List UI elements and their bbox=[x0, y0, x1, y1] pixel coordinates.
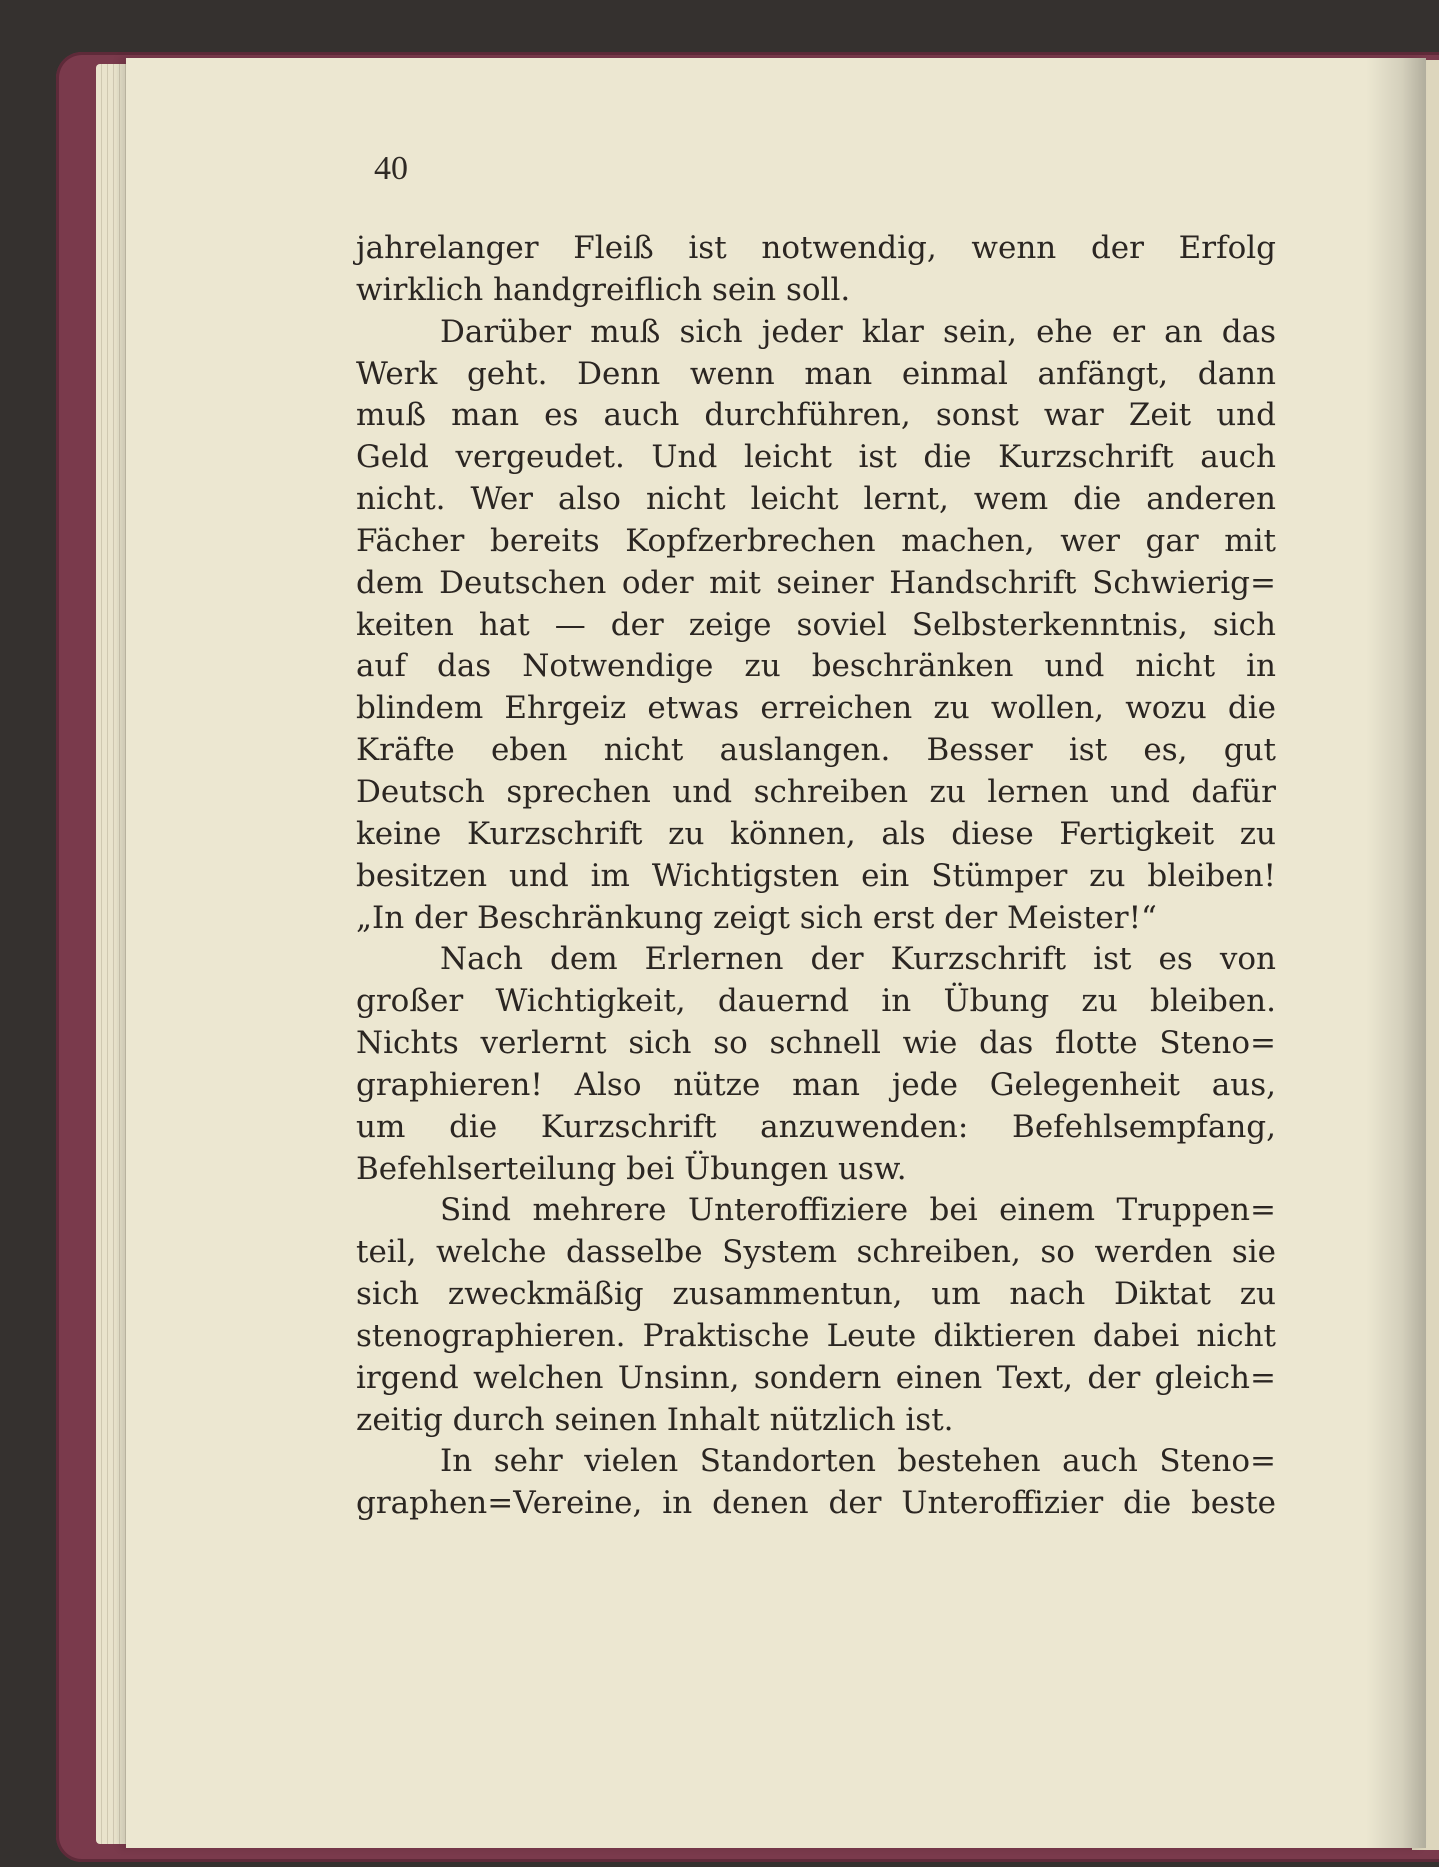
text-line: keine Kurzschrift zu können, als diese Fertigkeit zu bbox=[356, 815, 1276, 852]
text-line: zeitig durch seinen Inhalt nützlich ist. bbox=[356, 1401, 954, 1438]
text-line: blindem Ehrgeiz etwas erreichen zu wollen, wozu die bbox=[356, 690, 1276, 727]
text-line: Fächer bereits Kopfzerbrechen machen, wer gar mit bbox=[356, 522, 1276, 559]
text-line: muß man es auch durchführen, sonst war Zeit und bbox=[356, 397, 1276, 434]
text-line: graphen=Vereine, in denen der Unteroffizier die beste bbox=[356, 1485, 1276, 1522]
text-line: In sehr vielen Standorten bestehen auch Steno= bbox=[440, 1443, 1276, 1480]
gutter-shadow bbox=[1366, 58, 1426, 1848]
text-line: Deutsch sprechen und schreiben zu lernen und dafür bbox=[356, 773, 1276, 810]
text-line: Sind mehrere Unteroffiziere bei einem Truppen= bbox=[440, 1192, 1276, 1229]
text-line: wirklich handgreiflich sein soll. bbox=[356, 271, 851, 308]
text-line: jahrelanger Fleiß ist notwendig, wenn der Erfolg bbox=[356, 230, 1276, 266]
text-line: teil, welche dasselbe System schreiben, so werden sie bbox=[356, 1234, 1276, 1271]
text-line: um die Kurzschrift anzuwenden: Befehlsempfang, bbox=[356, 1108, 1276, 1145]
text-line: irgend welchen Unsinn, sondern einen Text, der gleich= bbox=[356, 1359, 1276, 1396]
text-line: Befehlserteilung bei Übungen usw. bbox=[356, 1150, 907, 1187]
text-line: „In der Beschränkung zeigt sich erst der Meister!“ bbox=[356, 899, 1157, 936]
text-line: Darüber muß sich jeder klar sein, ehe er an das bbox=[440, 313, 1276, 350]
page-number: 40 bbox=[374, 150, 408, 187]
text-line: graphieren! Also nütze man jede Gelegenheit aus, bbox=[356, 1066, 1276, 1103]
body-text bbox=[356, 228, 1276, 1525]
text-line: besitzen und im Wichtigsten ein Stümper zu bleiben! bbox=[356, 857, 1276, 894]
text-line: Geld vergeudet. Und leicht ist die Kurzschrift auch bbox=[356, 439, 1276, 476]
text-line: dem Deutschen oder mit seiner Handschrift Schwierig= bbox=[356, 564, 1276, 601]
text-line: auf das Notwendige zu beschränken und nicht in bbox=[356, 648, 1276, 685]
text-line: Werk geht. Denn wenn man einmal anfängt, dann bbox=[356, 355, 1276, 392]
text-line: sich zweckmäßig zusammentun, um nach Diktat zu bbox=[356, 1276, 1276, 1313]
text-line: Nichts verlernt sich so schnell wie das flotte Steno= bbox=[356, 1025, 1276, 1062]
text-line: großer Wichtigkeit, dauernd in Übung zu bleiben. bbox=[356, 983, 1276, 1020]
text-line: Kräfte eben nicht auslangen. Besser ist es, gut bbox=[356, 732, 1276, 769]
text-line: Nach dem Erlernen der Kurzschrift ist es von bbox=[440, 941, 1276, 978]
text-line: keiten hat — der zeige soviel Selbsterkenntnis, sich bbox=[356, 606, 1276, 643]
text-line: stenographieren. Praktische Leute diktieren dabei nicht bbox=[356, 1317, 1276, 1354]
text-line: nicht. Wer also nicht leicht lernt, wem die anderen bbox=[356, 481, 1276, 518]
